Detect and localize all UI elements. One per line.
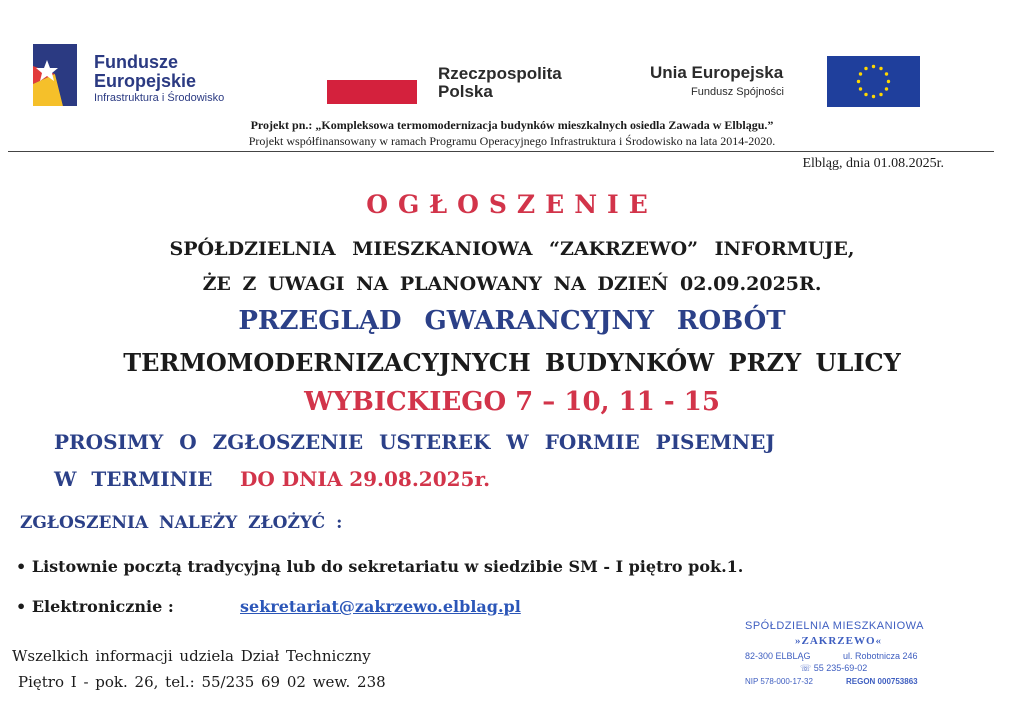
email-link[interactable]: sekretariat@zakrzewo.elblag.pl [240,597,521,616]
eu-star-icon [859,72,862,75]
eu-star-icon [879,67,882,70]
notice-address: WYBICKIEGO 7 – 10, 11 - 15 [304,387,720,417]
document-date: Elbląg, dnia 01.08.2025r. [802,156,944,171]
notice-line-4: TERMOMODERNIZACYJNYCH BUDYNKÓW PRZY ULICY [123,348,901,377]
submission-heading: ZGŁOSZENIA NALEŻY ZŁOŻYĆ : [20,513,343,533]
eu-star-icon [864,67,867,70]
eu-star-icon [857,80,860,83]
ue-name: Unia Europejska [650,63,784,82]
eu-star-icon [885,72,888,75]
stamp-phone: ☏ 55 235-69-02 [800,663,868,673]
eu-star-icon [859,87,862,90]
eu-star-icon [885,87,888,90]
stamp-line-2: »ZAKRZEWO« [795,635,883,647]
fe-name-line1: Fundusze [94,52,178,72]
stamp-nip: NIP 578-000-17-32 [745,677,813,686]
notice-line-2: ŻE Z UWAGI NA PLANOWANY NA DZIEŃ 02.09.2025R. [202,273,822,295]
bullet-icon: • [16,557,27,576]
eu-star-icon [887,80,890,83]
notice-deadline-date: DO DNIA 29.08.2025r. [240,467,491,491]
submission-item-post-text: Listownie pocztą tradycyjną lub do sekretariatu w siedzibie SM - I piętro pok.1. [31,557,744,576]
rp-name-line2: Polska [438,82,493,101]
fe-name-line2: Europejskie [94,71,197,91]
stamp-street: ul. Robotnicza 246 [843,651,918,661]
stamp-regon: REGON 000753863 [846,677,918,686]
notice-line-3: PRZEGLĄD GWARANCYJNY ROBÓT [238,306,786,336]
submission-item-email-label: Elektronicznie : [31,597,174,616]
rp-name-line1: Rzeczpospolita [438,64,562,83]
stamp-city: 82-300 ELBLĄG [745,651,811,661]
notice-line-1: SPÓŁDZIELNIA MIESZKANIOWA “ZAKRZEWO” INFORMUJE, [169,238,855,260]
notice-heading: OGŁOSZENIE [366,190,658,219]
eu-star-icon [872,65,875,68]
notice-line-6: PROSIMY O ZGŁOSZENIE USTEREK W FORMIE PISEMNEJ [54,430,775,454]
stamp-line-1: SPÓŁDZIELNIA MIESZKANIOWA [745,620,924,632]
eu-star-icon [879,93,882,96]
project-title: Projekt pn.: „Kompleksowa termomodernizacja budynków mieszkalnych osiedla Zawada w Elblągu.” [250,118,774,132]
header-divider [8,151,994,152]
eu-flag-icon [827,56,920,107]
project-funding: Projekt współfinansowany w ramach Programu Operacyjnego Infrastruktura i Środowisko na lata 2014-2020. [248,134,776,148]
polish-flag-icon [327,80,417,104]
submission-item-email [16,597,174,616]
notice-deadline-label: W TERMINIE [54,467,213,491]
eu-star-icon [864,93,867,96]
contact-line-1: Wszelkich informacji udziela Dział Techniczny [12,647,371,665]
ue-subtitle: Fundusz Spójności [691,86,784,98]
fundusze-europejskie-logo-icon [33,44,77,106]
bullet-icon: • [16,597,27,616]
eu-star-icon [872,95,875,98]
submission-item-post [16,557,743,576]
fe-subtitle: Infrastruktura i Środowisko [94,92,225,104]
contact-line-2: Piętro I - pok. 26, tel.: 55/235 69 02 wew. 238 [18,673,386,691]
